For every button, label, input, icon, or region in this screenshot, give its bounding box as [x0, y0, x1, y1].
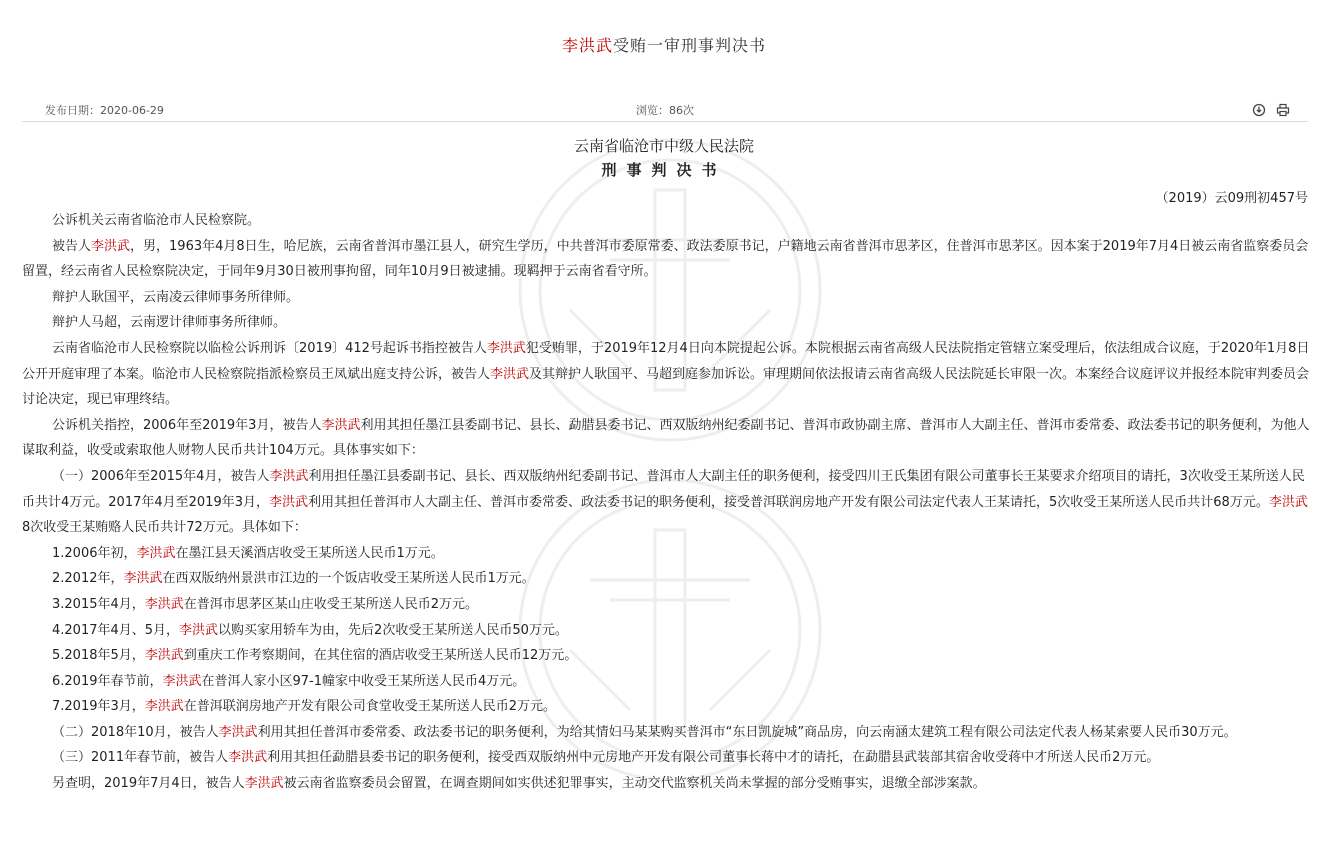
- view-count: 浏览：86次: [636, 104, 694, 117]
- paragraph-text: 在普洱人家小区97-1幢家中收受王某所送人民币4万元。: [201, 673, 526, 689]
- paragraph-text: 公诉机关指控，2006年至2019年3月，被告人: [52, 417, 322, 433]
- paragraph: [22, 694, 1310, 720]
- paragraph-text: 3.2015年4月，: [52, 596, 145, 612]
- paragraph-text: 4.2017年4月、5月，: [52, 622, 180, 638]
- defendant-name: 李洪武: [228, 750, 268, 766]
- court-name: 云南省临沧市中级人民法院: [573, 137, 754, 155]
- defendant-name: 李洪武: [144, 596, 184, 612]
- paragraph-text: （二）2018年10月，被告人: [52, 724, 219, 740]
- paragraph-text: 利用其担任普洱市人大副主任、普洱市委常委、政法委书记的职务便利，接受普洱联润房地产开发有限公司法定代表人王某请托，5次收受王某所送人民币共计68万元。: [308, 494, 1269, 510]
- defendant-name: 李洪武: [218, 724, 258, 740]
- defendant-name: 李洪武: [144, 699, 184, 715]
- paragraph-text: 利用其担任普洱市委常委、政法委书记的职务便利，为给其情妇马某某购买普洱市“东日凯旋城”商品房，向云南涵太建筑工程有限公司法定代表人杨某索要人民币30万元。: [257, 724, 1237, 740]
- download-icon[interactable]: [1252, 102, 1266, 116]
- page-title: [0, 33, 1328, 56]
- paragraph-text: 到重庆工作考察期间，在其住宿的酒店收受王某所送人民币12万元。: [183, 648, 578, 664]
- paragraph: [22, 771, 1310, 797]
- document-type: 刑事判决书: [601, 161, 727, 179]
- paragraph: [22, 234, 1310, 285]
- paragraph-text: 在西双版纳州景洪市江边的一个饭店收受王某所送人民币1万元。: [162, 571, 535, 587]
- paragraph-text: 在普洱联润房地产开发有限公司食堂收受王某所送人民币2万元。: [183, 699, 557, 715]
- paragraph: [22, 541, 1310, 567]
- paragraph-text: 7.2019年3月，: [52, 699, 145, 715]
- defendant-name: 李洪武: [268, 494, 308, 510]
- defendant-name: 李洪武: [123, 571, 163, 587]
- paragraph-text: 在墨江县天溪酒店收受王某所送人民币1万元。: [175, 545, 444, 561]
- title-text: 受贿一审刑事判决书: [613, 36, 767, 55]
- paragraph-text: 辩护人马超，云南逻计律师事务所律师。: [52, 315, 287, 331]
- defendant-name: 李洪武: [244, 776, 284, 792]
- defendant-name: 李洪武: [91, 238, 131, 254]
- paragraph-text: 另查明，2019年7月4日，被告人: [52, 776, 245, 792]
- paragraph: [22, 413, 1310, 464]
- paragraph-text: 辩护人耿国平，云南凌云律师事务所律师。: [52, 289, 300, 305]
- paragraph: [22, 566, 1310, 592]
- paragraph: [22, 745, 1310, 771]
- paragraph: [22, 285, 1310, 311]
- paragraph: [22, 592, 1310, 618]
- defendant-name: 李洪武: [269, 468, 309, 484]
- paragraph: [22, 643, 1310, 669]
- publish-date: 发布日期：2020-06-29: [45, 104, 164, 117]
- print-icon[interactable]: [1276, 102, 1290, 116]
- paragraph: [22, 208, 1310, 234]
- header-divider: [22, 121, 1308, 122]
- paragraph-text: 犯受贿罪，于2019年12月4日向本院提起公诉。本院根据云南省高级人民法院指定管辖立案受理后，依法组成合议庭，于2020年1月8日公开开庭审理了本案。临沧市人民检察院指派检察员王凤斌出庭支持公诉，被告人: [22, 340, 1310, 382]
- paragraph: [22, 618, 1310, 644]
- paragraph: [22, 669, 1310, 695]
- paragraph-text: 8次收受王某贿赂人民币共计72万元。具体如下：: [22, 520, 307, 536]
- paragraph-text: 及其辩护人耿国平、马超到庭参加诉讼。审理期间依法报请云南省高级人民法院延长审限一次。本案经合议庭评议并报经本院审判委员会讨论决定，现已审理终结。: [22, 366, 1310, 408]
- paragraph-text: 2.2012年，: [52, 571, 124, 587]
- paragraph-text: 6.2019年春节前，: [52, 673, 163, 689]
- title-defendant-name: 李洪武: [561, 36, 613, 55]
- paragraph-text: 在普洱市思茅区某山庄收受王某所送人民币2万元。: [183, 596, 479, 612]
- defendant-name: 李洪武: [162, 673, 202, 689]
- paragraph-text: 利用担任墨江县委副书记、县长、西双版纳州纪委副书记、普洱市人大副主任的职务便利，接受四川王氏集团有限公司董事长王某要求介绍项目的请托，3次收受王某所送人民币共计4万元。2017年4月至2019年3月，: [22, 468, 1305, 510]
- paragraph-text: 利用其担任墨江县委副书记、县长、勐腊县委书记、西双版纳州纪委副书记、普洱市政协副主席、普洱市人大副主任、普洱市委常委、政法委书记的职务便利，为他人谋取利益，收受或索取他人财物人民币共计104万元。具体事实如下：: [22, 417, 1310, 459]
- paragraph-text: 1.2006年初，: [52, 545, 137, 561]
- paragraph-text: 被告人: [52, 238, 92, 254]
- paragraph-text: （三）2011年春节前，被告人: [52, 750, 229, 766]
- judgment-body: [22, 208, 1310, 797]
- defendant-name: 李洪武: [1268, 494, 1308, 510]
- paragraph-text: 云南省临沧市人民检察院以临检公诉刑诉〔2019〕412号起诉书指控被告人: [52, 340, 487, 356]
- paragraph: [22, 720, 1310, 746]
- paragraph: [22, 336, 1310, 413]
- defendant-name: 李洪武: [490, 366, 530, 382]
- defendant-name: 李洪武: [321, 417, 361, 433]
- defendant-name: 李洪武: [486, 340, 526, 356]
- case-number: （2019）云09刑初457号: [1155, 191, 1308, 206]
- paragraph-text: ，男，1963年4月8日生，哈尼族，云南省普洱市墨江县人，研究生学历，中共普洱市委原常委、政法委原书记，户籍地云南省普洱市思茅区，住普洱市思茅区。因本案于2019年7月4日被云南省监察委员会留置，经云南省人民检察院决定，于同年9月30日被刑事拘留，同年10月9日被逮捕。现羁押于云南省看守所。: [22, 238, 1309, 280]
- paragraph-text: （一）2006年至2015年4月，被告人: [52, 468, 270, 484]
- paragraph-text: 5.2018年5月，: [52, 648, 145, 664]
- defendant-name: 李洪武: [136, 545, 176, 561]
- paragraph-text: 利用其担任勐腊县委书记的职务便利，接受西双版纳州中元房地产开发有限公司董事长蒋中才的请托，在勐腊县武装部其宿舍收受蒋中才所送人民币2万元。: [267, 750, 1160, 766]
- defendant-name: 李洪武: [179, 622, 219, 638]
- paragraph-text: 以购买家用轿车为由，先后2次收受王某所送人民币50万元。: [218, 622, 568, 638]
- paragraph: [22, 464, 1310, 541]
- paragraph-text: 公诉机关云南省临沧市人民检察院。: [52, 213, 261, 228]
- paragraph-text: 被云南省监察委员会留置，在调查期间如实供述犯罪事实，主动交代监察机关尚未掌握的部分受贿事实，退缴全部涉案款。: [283, 776, 986, 792]
- defendant-name: 李洪武: [144, 648, 184, 664]
- paragraph: [22, 310, 1310, 336]
- toolbar: [1252, 102, 1290, 116]
